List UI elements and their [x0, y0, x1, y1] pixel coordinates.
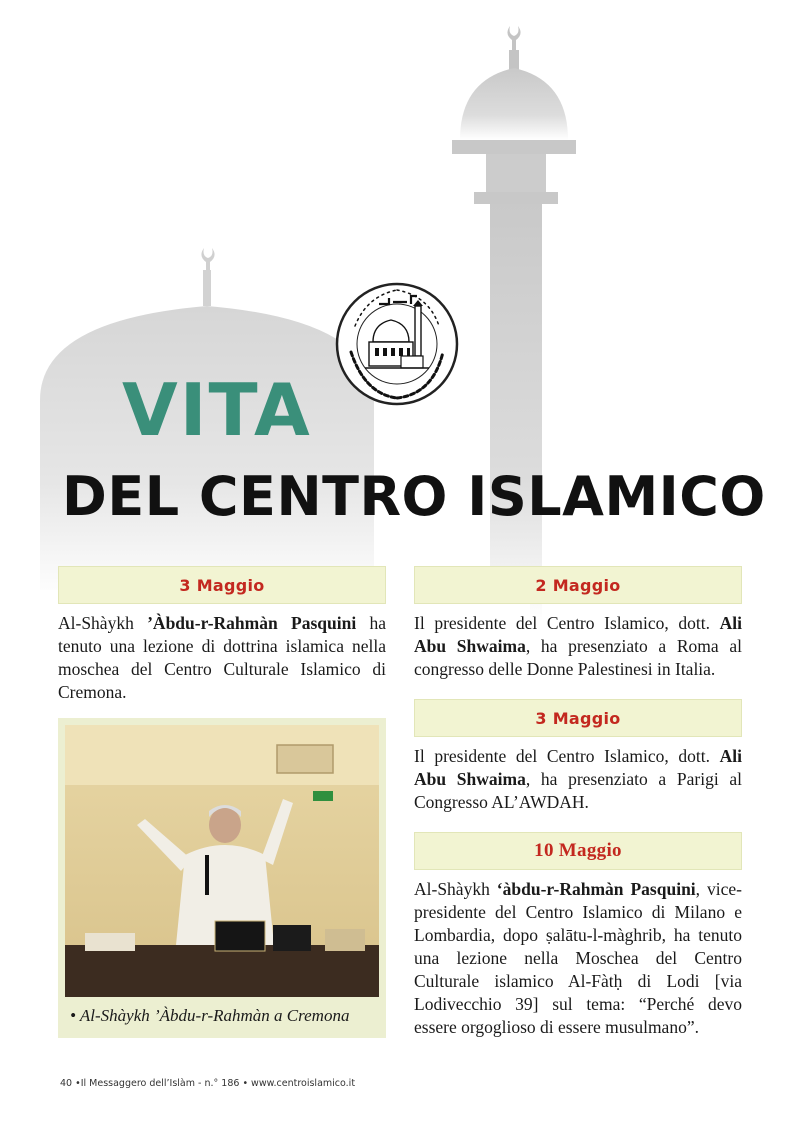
text-part: Al-Shàykh: [58, 613, 148, 633]
text-part: , vice-presidente del Centro Islamico di Milano e Lombardia, dopo ṣalātu-l-màghrib, ha tenuto una lezione nella Moschea del Centro Culturale islamico Al-Fàtḥ di Lodi [via Lodivecchio 39] sul tema: “Perché devo essere orgoglioso di essere musulmano”.: [414, 879, 742, 1037]
person-name: Ali Abu Shwaima: [414, 746, 742, 789]
right-column: [414, 566, 742, 1039]
text-part: Il presidente del Centro Islamico, dott.: [414, 613, 720, 633]
person-name: ’Àbdu-r-Rahmàn Pasquini: [147, 613, 357, 633]
news-text: [58, 612, 386, 704]
lecture-photo: [65, 725, 379, 997]
text-part: Al-Shàykh: [414, 879, 497, 899]
left-column: [58, 566, 386, 704]
text-part: , ha presenziato a Roma al congresso delle Donne Palestinesi in Italia.: [414, 636, 742, 679]
date-header: 2 Maggio: [414, 566, 742, 604]
photo-caption: • Al-Shàykh ’Àbdu-r-Rahmàn a Cremona: [70, 1006, 350, 1025]
section-title-vita: VITA: [122, 368, 312, 452]
date-header: 3 Maggio: [58, 566, 386, 604]
news-text: [414, 878, 742, 1039]
news-text: [414, 612, 742, 681]
date-header: 3 Maggio: [414, 699, 742, 737]
date-header: 10 Maggio: [414, 832, 742, 870]
text-part: , ha presenziato a Parigi al Congresso AL’AWDAH.: [414, 769, 742, 812]
page-footer: 40 •Il Messaggero dell’Islàm - n.° 186 • www.centroislamico.it: [60, 1078, 356, 1089]
text-part: ha tenuto una lezione di dottrina islamica nella moschea del Centro Culturale Islamico di Cremona.: [58, 613, 386, 702]
mosque-seal-icon: [335, 282, 459, 406]
news-text: [414, 745, 742, 814]
section-title-centro: DEL CENTRO ISLAMICO: [62, 465, 766, 528]
person-name: ‘àbdu-r-Rahmàn Pasquini: [496, 879, 696, 899]
text-part: Il presidente del Centro Islamico, dott.: [414, 746, 720, 766]
photo-frame: [58, 718, 386, 1038]
person-name: Ali Abu Shwaima: [414, 613, 742, 656]
